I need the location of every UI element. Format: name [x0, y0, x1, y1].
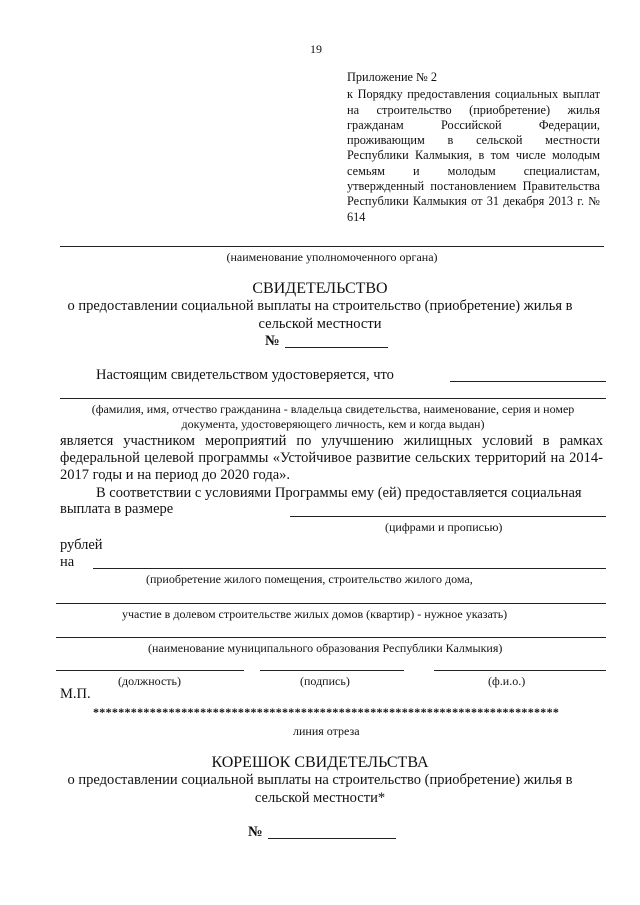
- attest-fill-line: [450, 381, 606, 382]
- cut-line-stars: **************************************************************************: [93, 705, 560, 719]
- stub-number-label: №: [248, 824, 263, 840]
- certificate-number-label: №: [265, 333, 280, 349]
- page-number: 19: [310, 42, 322, 56]
- stub-subtitle-line1: о предоставлении социальной выплаты на строительство (приобретение) жилья в: [67, 772, 573, 788]
- appendix-text: к Порядку предоставления социальных выплат на строительство (приобретение) жилья гражданам Российской Федерации, проживающим в сельской местности Республики Калмыкия, в том числе молодым семьям и молодым специалистам, утвержденный постановлением Правительства Республики Калмыкия от 31 декабря 2013 г. № 614: [347, 87, 600, 224]
- stub-number-line: [268, 838, 396, 839]
- certificate-subtitle-line2: сельской местности: [258, 316, 382, 332]
- payment-line2: выплата в размере: [60, 501, 174, 517]
- stub-subtitle-line2: сельской местности*: [254, 790, 386, 806]
- purpose-caption2: участие в долевом строительстве жилых домов (квартир) - нужное указать): [122, 607, 508, 621]
- municipality-line: [56, 637, 606, 638]
- municipality-caption: (наименование муниципального образования Республики Калмыкия): [148, 641, 503, 655]
- amount-caption: (цифрами и прописью): [385, 520, 503, 534]
- rubles-label: рублей: [60, 537, 103, 553]
- authority-line: [60, 246, 604, 247]
- certificate-title: СВИДЕТЕЛЬСТВО: [252, 280, 388, 297]
- purpose-caption1: (приобретение жилого помещения, строительство жилого дома,: [146, 572, 473, 586]
- cut-caption: линия отреза: [293, 724, 360, 738]
- appendix-title: Приложение № 2: [347, 70, 438, 84]
- signature-line: [260, 670, 404, 671]
- authority-caption: (наименование уполномоченного органа): [226, 250, 438, 264]
- certificate-number-line: [285, 347, 388, 348]
- signature-caption: (подпись): [300, 674, 350, 688]
- purpose-label: на: [60, 554, 75, 570]
- name-line: [434, 670, 606, 671]
- purpose-line: [93, 568, 606, 569]
- purpose-line-2: [56, 603, 606, 604]
- appendix-block: [347, 70, 600, 225]
- stub-title: КОРЕШОК СВИДЕТЕЛЬСТВА: [211, 754, 429, 771]
- holder-caption-line2: документа, удостоверяющего личность, кем и когда выдан): [181, 417, 485, 431]
- position-caption: (должность): [118, 674, 181, 688]
- payment-line1: В соответствии с условиями Программы ему (ей) предоставляется социальная: [96, 485, 582, 501]
- holder-caption-line1: (фамилия, имя, отчество гражданина - владельца свидетельства, наименование, серия и номер: [91, 402, 575, 416]
- attest-text: Настоящим свидетельством удостоверяется, что: [96, 367, 394, 383]
- name-caption: (ф.и.о.): [488, 674, 526, 688]
- stamp-label: М.П.: [60, 686, 91, 702]
- amount-line: [290, 516, 606, 517]
- participant-paragraph: является участником мероприятий по улучшению жилищных условий в рамках федеральной целевой программы «Устойчивое развитие сельских территорий на 2014-2017 годы и на период до 2020 года».: [60, 433, 603, 483]
- position-line: [56, 670, 244, 671]
- holder-line: [60, 398, 606, 399]
- certificate-subtitle-line1: о предоставлении социальной выплаты на строительство (приобретение) жилья в: [67, 298, 573, 314]
